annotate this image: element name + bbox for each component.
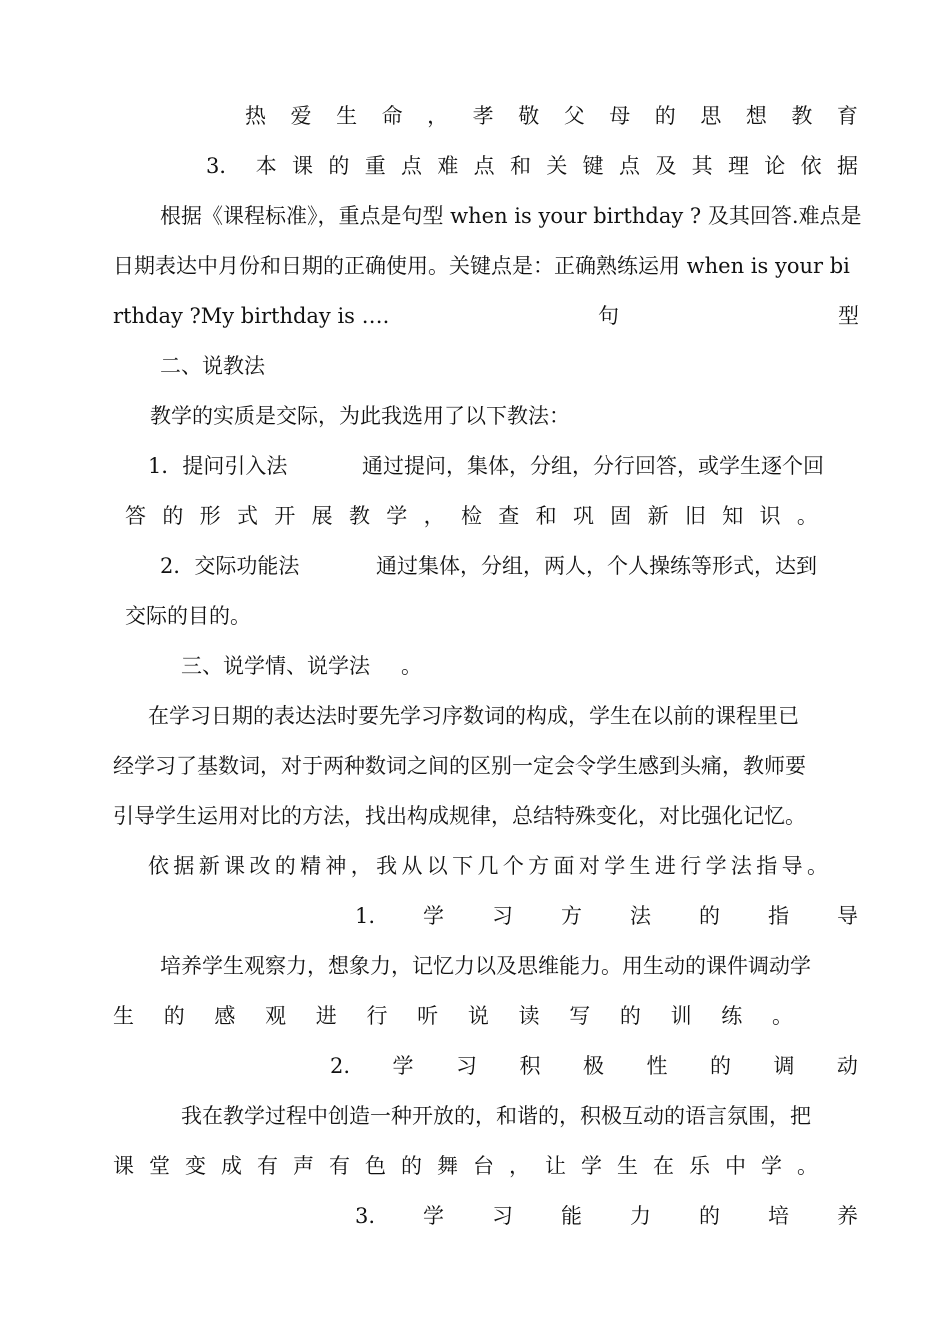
spaced-line — [355, 1201, 858, 1231]
glyph: 导 — [781, 854, 803, 878]
heading-punct: 。 — [401, 654, 422, 678]
glyph: 教 — [791, 104, 813, 128]
section-heading — [181, 651, 926, 681]
glyph: 。 — [797, 1154, 818, 1178]
glyph: 理 — [727, 154, 749, 178]
glyph: 台 — [473, 1154, 494, 1178]
glyph: 精 — [300, 854, 322, 878]
glyph: 关 — [546, 154, 568, 178]
glyph: ， — [427, 104, 449, 128]
glyph: 学 — [392, 1054, 414, 1078]
glyph: 命 — [381, 104, 403, 128]
glyph: 读 — [518, 1004, 540, 1028]
glyph: 开 — [274, 504, 296, 528]
glyph: 改 — [249, 854, 271, 878]
glyph: 学 — [761, 1154, 782, 1178]
section-heading: 二、说教法 — [160, 354, 265, 378]
glyph: 学 — [604, 854, 626, 878]
spaced-line — [148, 851, 828, 881]
glyph: 生 — [617, 1154, 638, 1178]
glyph: 2. — [330, 1054, 351, 1078]
glyph: 积 — [519, 1054, 541, 1078]
spaced-line — [113, 1151, 818, 1181]
glyph: 习 — [492, 1204, 514, 1228]
glyph: 论 — [764, 154, 786, 178]
glyph: 的 — [619, 1004, 641, 1028]
glyph: ， — [350, 854, 372, 878]
glyph: 进 — [654, 854, 676, 878]
spaced-line — [113, 1001, 793, 1031]
glyph: 色 — [365, 1154, 386, 1178]
glyph: 展 — [311, 504, 333, 528]
glyph: 学 — [581, 1154, 602, 1178]
glyph: 极 — [582, 1054, 604, 1078]
glyph: 想 — [745, 104, 767, 128]
paragraph-line: 我在教学过程中创造一种开放的，和谐的，积极互动的语言氛围，把 — [181, 1104, 811, 1128]
glyph: 的 — [654, 104, 676, 128]
glyph: 力 — [629, 1204, 651, 1228]
glyph: 下 — [452, 854, 474, 878]
glyph: 新 — [647, 504, 669, 528]
method-name: 2．交际功能法 — [160, 554, 300, 578]
paragraph-line: 在学习日期的表达法时要先学习序数词的构成，学生在以前的课程里已 — [148, 704, 799, 728]
glyph: 声 — [293, 1154, 314, 1178]
glyph: 以 — [426, 854, 448, 878]
paragraph-line: 根据《课程标准》，重点是句型 when is your birthday ? 及其回答.难点是 — [160, 204, 862, 228]
glyph: 从 — [401, 854, 423, 878]
glyph: 教 — [348, 504, 370, 528]
glyph: 指 — [756, 854, 778, 878]
text-line — [113, 1151, 818, 1181]
glyph: ， — [423, 504, 445, 528]
glyph: 学 — [705, 854, 727, 878]
glyph: 方 — [528, 854, 550, 878]
glyph: 在 — [653, 1154, 674, 1178]
glyph: 新 — [198, 854, 220, 878]
text-line — [125, 501, 818, 531]
text-fragment: rthday ?My birthday is …. — [113, 304, 390, 328]
glyph: 几 — [477, 854, 499, 878]
glyph: 培 — [767, 1204, 789, 1228]
glyph: 方 — [561, 904, 582, 928]
glyph: 敬 — [518, 104, 540, 128]
glyph: 让 — [545, 1154, 566, 1178]
glyph: 3. — [355, 1204, 376, 1228]
glyph: 。 — [796, 504, 818, 528]
glyph: 巩 — [572, 504, 594, 528]
glyph: 对 — [578, 854, 600, 878]
glyph: 据 — [173, 854, 195, 878]
glyph: 行 — [366, 1004, 388, 1028]
glyph: 生 — [113, 1004, 134, 1028]
glyph: 固 — [610, 504, 632, 528]
glyph: 说 — [467, 1004, 489, 1028]
glyph: 的 — [328, 154, 350, 178]
glyph: 性 — [646, 1054, 668, 1078]
glyph: 指 — [767, 904, 789, 928]
spaced-line — [355, 901, 858, 931]
glyph: 的 — [709, 1054, 731, 1078]
subheading — [355, 1201, 858, 1231]
spaced-line — [330, 1051, 858, 1081]
glyph: 旧 — [684, 504, 706, 528]
glyph: 行 — [680, 854, 702, 878]
glyph: 键 — [582, 154, 604, 178]
paragraph-line-split — [113, 301, 858, 331]
glyph: ， — [509, 1154, 530, 1178]
glyph: 变 — [185, 1154, 206, 1178]
text-fragment: 句 — [598, 304, 619, 328]
section-heading — [206, 151, 858, 181]
glyph: 答 — [125, 504, 146, 528]
glyph: 其 — [691, 154, 713, 178]
glyph: 难 — [437, 154, 459, 178]
glyph: 能 — [561, 1204, 582, 1228]
glyph: 和 — [535, 504, 557, 528]
heading-text: 三、说学情、说学法 — [181, 654, 370, 678]
glyph: 课 — [292, 154, 314, 178]
spaced-line — [125, 501, 818, 531]
glyph: 我 — [376, 854, 398, 878]
glyph: 法 — [730, 854, 752, 878]
glyph: 1. — [355, 904, 376, 928]
glyph: 依 — [800, 154, 822, 178]
glyph: 点 — [473, 154, 495, 178]
glyph: 知 — [722, 504, 744, 528]
glyph: 学 — [423, 904, 445, 928]
subheading — [355, 901, 858, 931]
list-item-method-1 — [148, 451, 893, 481]
glyph: 学 — [423, 1204, 445, 1228]
glyph: 习 — [456, 1054, 478, 1078]
glyph: 乐 — [689, 1154, 710, 1178]
paragraph-line: 交际的目的。 — [125, 604, 251, 628]
paragraph-line: 经学习了基数词，对于两种数词之间的区别一定会令学生感到头痛，教师要 — [113, 754, 806, 778]
glyph: 有 — [257, 1154, 278, 1178]
glyph: 母 — [609, 104, 631, 128]
glyph: 父 — [563, 104, 585, 128]
glyph: 查 — [498, 504, 520, 528]
glyph: 识 — [759, 504, 781, 528]
glyph: 的 — [698, 904, 720, 928]
glyph: 调 — [773, 1054, 795, 1078]
glyph: 课 — [113, 1154, 134, 1178]
glyph: 生 — [336, 104, 358, 128]
glyph: 个 — [502, 854, 524, 878]
glyph: 3． — [206, 154, 241, 178]
glyph: 的 — [274, 854, 296, 878]
glyph: 据 — [836, 154, 858, 178]
glyph: 观 — [265, 1004, 287, 1028]
glyph: 生 — [629, 854, 651, 878]
glyph: 热 — [245, 104, 266, 128]
glyph: 。 — [771, 1004, 793, 1028]
subheading — [330, 1051, 858, 1081]
glyph: 爱 — [290, 104, 312, 128]
glyph: 的 — [163, 1004, 185, 1028]
glyph: 面 — [553, 854, 575, 878]
paragraph-line: 教学的实质是交际，为此我选用了以下教法： — [150, 404, 570, 428]
glyph: 形 — [199, 504, 221, 528]
method-description: 通过集体，分组，两人，个人操练等形式，达到 — [376, 554, 817, 578]
glyph: 。 — [806, 854, 828, 878]
glyph: 及 — [655, 154, 677, 178]
glyph: 听 — [417, 1004, 439, 1028]
glyph: 堂 — [149, 1154, 170, 1178]
glyph: 写 — [569, 1004, 591, 1028]
spaced-line — [245, 101, 858, 131]
glyph: 依 — [148, 854, 169, 878]
glyph: 成 — [221, 1154, 242, 1178]
glyph: 有 — [329, 1154, 350, 1178]
glyph: 思 — [700, 104, 722, 128]
text-line — [113, 1001, 793, 1031]
glyph: 神 — [325, 854, 347, 878]
glyph: 法 — [629, 904, 651, 928]
spaced-line — [206, 151, 858, 181]
list-item-method-2 — [160, 551, 905, 581]
glyph: 点 — [401, 154, 423, 178]
paragraph-line: 引导学生运用对比的方法，找出构成规律，总结特殊变化，对比强化记忆。 — [113, 804, 806, 828]
glyph: 进 — [315, 1004, 337, 1028]
glyph: 训 — [670, 1004, 692, 1028]
text-fragment: 型 — [838, 304, 859, 328]
text-line — [148, 851, 828, 881]
glyph: 本 — [255, 154, 277, 178]
glyph: 育 — [836, 104, 858, 128]
glyph: 学 — [386, 504, 408, 528]
glyph: 的 — [162, 504, 184, 528]
glyph: 检 — [460, 504, 482, 528]
glyph: 感 — [214, 1004, 236, 1028]
paragraph-line: 培养学生观察力，想象力，记忆力以及思维能力。用生动的课件调动学 — [160, 954, 811, 978]
glyph: 课 — [224, 854, 246, 878]
glyph: 中 — [725, 1154, 746, 1178]
glyph: 养 — [836, 1204, 858, 1228]
glyph: 点 — [618, 154, 640, 178]
glyph: 的 — [698, 1204, 720, 1228]
glyph: 孝 — [472, 104, 494, 128]
glyph: 导 — [836, 904, 858, 928]
glyph: 重 — [364, 154, 386, 178]
text-line — [245, 101, 858, 131]
glyph: 和 — [510, 154, 531, 178]
glyph: 式 — [236, 504, 258, 528]
method-description: 通过提问，集体，分组，分行回答，或学生逐个回 — [362, 454, 824, 478]
glyph: 动 — [836, 1054, 858, 1078]
method-name: 1．提问引入法 — [148, 454, 288, 478]
paragraph-line: 日期表达中月份和日期的正确使用。关键点是：正确熟练运用 when is your bi — [113, 254, 850, 278]
glyph: 舞 — [437, 1154, 458, 1178]
glyph: 练 — [721, 1004, 743, 1028]
glyph: 的 — [401, 1154, 422, 1178]
glyph: 习 — [492, 904, 514, 928]
